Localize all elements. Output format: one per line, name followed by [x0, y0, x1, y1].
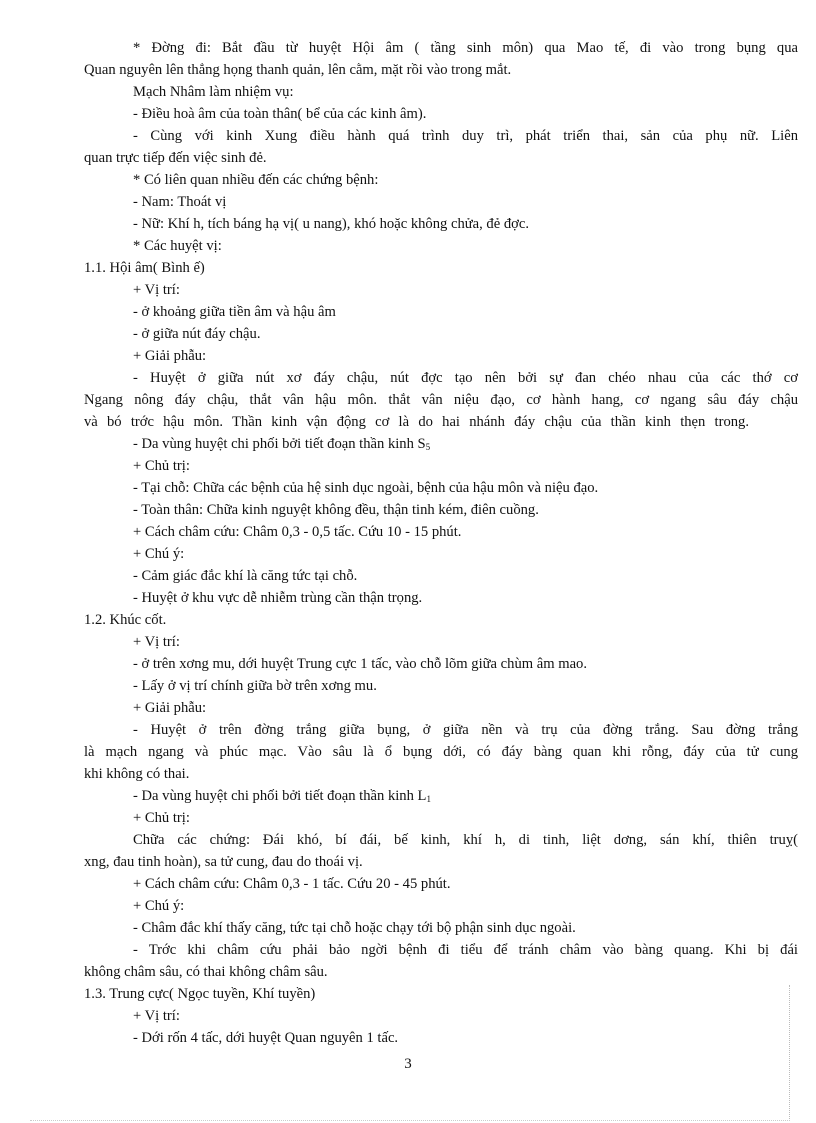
margin-rule	[789, 985, 790, 1121]
text-line: + Chủ trị:	[133, 458, 190, 474]
text-line: - Nữ: Khí h, tích báng hạ vị( u nang), khó hoặc không chửa, đẻ đợc.	[133, 216, 529, 232]
text-line: Chữa các chứng: Đái khó, bí đái, bế kinh, khí h, di tinh, liệt dơng, sán khí, thiên truỵ(	[133, 832, 798, 848]
text-line: - Huyệt ở khu vực dễ nhiễm trùng cần thận trọng.	[133, 590, 423, 606]
text-line: Mạch Nhâm làm nhiệm vụ:	[133, 84, 294, 100]
bottom-rule	[30, 1120, 790, 1121]
text-line: - Châm đắc khí thấy căng, tức tại chỗ hoặc chạy tới bộ phận sinh dục ngoài.	[133, 920, 576, 936]
subscript: 5	[425, 442, 431, 452]
text-line: là mạch ngang và phúc mạc. Vào sâu là ổ bụng dới, có đáy bàng quan khi rỗng, đáy của tử cung	[84, 744, 798, 760]
text-line: + Cách châm cứu: Châm 0,3 - 0,5 tấc. Cứu 10 - 15 phút.	[133, 524, 462, 540]
text-line: xng, đau tinh hoàn), sa tử cung, đau do thoái vị.	[84, 854, 363, 870]
text-line: + Vị trí:	[133, 634, 180, 650]
text-line: - Toàn thân: Chữa kinh nguyệt không đều, thận tinh kém, điên cuồng.	[133, 502, 539, 518]
text-line: - ở giữa nút đáy chậu.	[133, 326, 261, 342]
section-heading: 1.3. Trung cực( Ngọc tuyền, Khí tuyền)	[84, 986, 316, 1002]
text-line	[133, 787, 431, 805]
text-line: - Điều hoà âm của toàn thân( bể của các kinh âm).	[133, 106, 427, 122]
text-line: + Giải phẫu:	[133, 348, 207, 364]
text-line: + Cách châm cứu: Châm 0,3 - 1 tấc. Cứu 20 - 45 phút.	[133, 876, 451, 892]
text-line: + Chủ trị:	[133, 810, 190, 826]
text-line: * Có liên quan nhiều đến các chứng bệnh:	[133, 172, 379, 188]
text-line	[133, 435, 430, 453]
text-content: - Da vùng huyệt chi phối bởi tiết đoạn thần kinh S	[133, 436, 426, 452]
text-line: và bó trớc hậu môn. Thần kinh vận động cơ là do hai nhánh đáy chậu của thần kinh thẹn trong.	[84, 414, 749, 430]
text-content: - Da vùng huyệt chi phối bởi tiết đoạn thần kinh L	[133, 788, 427, 804]
text-line: khi không có thai.	[84, 766, 190, 782]
section-heading: 1.2. Khúc cốt.	[84, 612, 167, 628]
text-line: - ở trên xơng mu, dới huyệt Trung cực 1 tấc, vào chỗ lõm giữa chùm âm mao.	[133, 656, 588, 672]
text-line: Quan nguyên lên thẳng họng thanh quản, lên cằm, mặt rồi vào trong mắt.	[84, 62, 512, 78]
text-line: - Huyệt ở giữa nút xơ đáy chậu, nút đợc tạo nên bởi sự đan chéo nhau của các thớ cơ	[133, 370, 798, 386]
text-line: Ngang nông đáy chậu, thắt vân hậu môn. thắt vân niệu đạo, cơ hành hang, cơ ngang sâu đáy chậu	[84, 392, 798, 408]
text-line: + Giải phẫu:	[133, 700, 207, 716]
text-line: không châm sâu, có thai không châm sâu.	[84, 964, 328, 980]
text-line: - Trớc khi châm cứu phải bảo ngời bệnh đi tiểu để tránh châm vào bàng quang. Khi bị đái	[133, 942, 798, 958]
page-number: 3	[404, 1056, 412, 1072]
text-line: * Các huyệt vị:	[133, 238, 222, 254]
text-line: + Vị trí:	[133, 282, 180, 298]
text-line: - Dới rốn 4 tấc, dới huyệt Quan nguyên 1 tấc.	[133, 1030, 399, 1046]
section-heading: 1.1. Hội âm( Bình ế)	[84, 260, 205, 276]
text-line: - Cảm giác đắc khí là căng tức tại chỗ.	[133, 568, 358, 584]
text-line: * Đờng đi: Bắt đầu từ huyệt Hội âm ( tầng sinh môn) qua Mao tế, đi vào trong bụng qua	[133, 40, 798, 56]
text-line: - Huyệt ở trên đờng trắng giữa bụng, ở giữa nền và trụ của đờng trắng. Sau đờng trắng	[133, 722, 798, 738]
text-line: - Cùng với kinh Xung điều hành quá trình duy trì, phát triển thai, sản của phụ nữ. Liên	[133, 128, 798, 144]
text-line: - Nam: Thoát vị	[133, 194, 227, 210]
text-line: - ở khoảng giữa tiền âm và hậu âm	[133, 304, 336, 320]
text-line: + Vị trí:	[133, 1008, 180, 1024]
subscript: 1	[426, 794, 431, 804]
text-line: - Tại chỗ: Chữa các bệnh của hệ sinh dục ngoài, bệnh của hậu môn và niệu đạo.	[133, 480, 599, 496]
text-line: quan trực tiếp đến việc sinh đẻ.	[84, 150, 267, 166]
text-line: + Chú ý:	[133, 898, 185, 914]
text-line: - Lấy ở vị trí chính giữa bờ trên xơng mu.	[133, 678, 377, 694]
text-line: + Chú ý:	[133, 546, 185, 562]
